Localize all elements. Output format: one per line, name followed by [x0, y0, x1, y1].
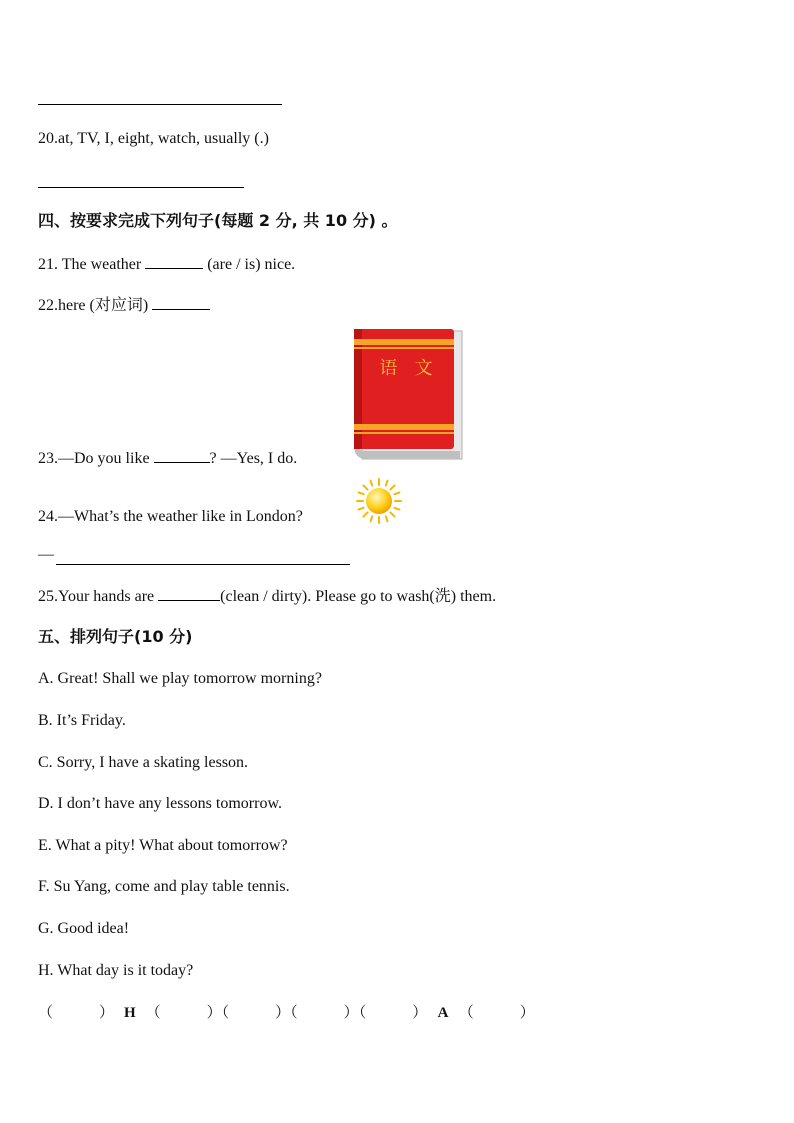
sentence-d: D. I don’t have any lessons tomorrow.: [38, 795, 282, 812]
question-23: [38, 448, 297, 469]
question-23-after: ? —Yes, I do.: [209, 450, 298, 467]
order-slot-1[interactable]: （ ）: [38, 1003, 115, 1021]
question-24-answer-dash: —: [38, 546, 54, 563]
question-20: 20.at, TV, I, eight, watch, usually (.): [38, 130, 269, 147]
section-4-title: 四、按要求完成下列句子(每题 2 分, 共 10 分) 。: [38, 211, 398, 230]
sentence-g: G. Good idea!: [38, 920, 130, 937]
answer-blank-23[interactable]: [154, 448, 210, 463]
order-slot-6[interactable]: （ ）: [358, 1003, 428, 1021]
order-slot-8[interactable]: （ ）: [458, 1003, 535, 1021]
book-stripe-bottom: [354, 424, 454, 430]
order-slot-7: A: [437, 1005, 449, 1021]
book-stripe-top: [354, 339, 454, 345]
answer-line-19[interactable]: [38, 104, 282, 105]
sentence-h: H. What day is it today?: [38, 962, 194, 979]
sentence-a: A. Great! Shall we play tomorrow morning?: [38, 670, 322, 687]
answer-line-24[interactable]: [56, 564, 350, 565]
sentence-b: B. It’s Friday.: [38, 712, 126, 729]
question-25-before: 25.Your hands are: [38, 588, 159, 605]
order-slot-4[interactable]: （ ）: [221, 1003, 291, 1021]
question-24: 24.—What’s the weather like in London?: [38, 508, 303, 525]
answer-blank-21[interactable]: [145, 254, 203, 269]
order-slot-3[interactable]: （ ）: [145, 1003, 222, 1021]
question-21-after: (are / is) nice.: [203, 256, 296, 273]
answer-blank-25[interactable]: [158, 586, 220, 601]
question-22-text: 22.here (对应词): [38, 297, 153, 314]
sentence-f: F. Su Yang, come and play table tennis.: [38, 878, 290, 895]
section-5-title: 五、排列句子(10 分): [38, 627, 193, 646]
sun-icon: [356, 478, 402, 524]
answer-line-20[interactable]: [38, 187, 244, 188]
order-slot-2: H: [123, 1005, 136, 1021]
sentence-e: E. What a pity! What about tomorrow?: [38, 837, 288, 854]
order-slot-5[interactable]: （ ）: [290, 1003, 359, 1021]
answer-blank-22[interactable]: [152, 295, 210, 310]
sentence-c: C. Sorry, I have a skating lesson.: [38, 754, 249, 771]
question-23-before: 23.—Do you like: [38, 450, 154, 467]
question-25: [38, 586, 496, 607]
chinese-book-icon: [352, 327, 464, 463]
book-label: 语 文: [379, 358, 433, 379]
question-21-before: 21. The weather: [38, 256, 146, 273]
question-21: [38, 254, 295, 275]
order-answer-row: [38, 1002, 535, 1023]
question-25-after: (clean / dirty). Please go to wash(洗) them.: [220, 588, 497, 605]
question-22: [38, 295, 210, 316]
